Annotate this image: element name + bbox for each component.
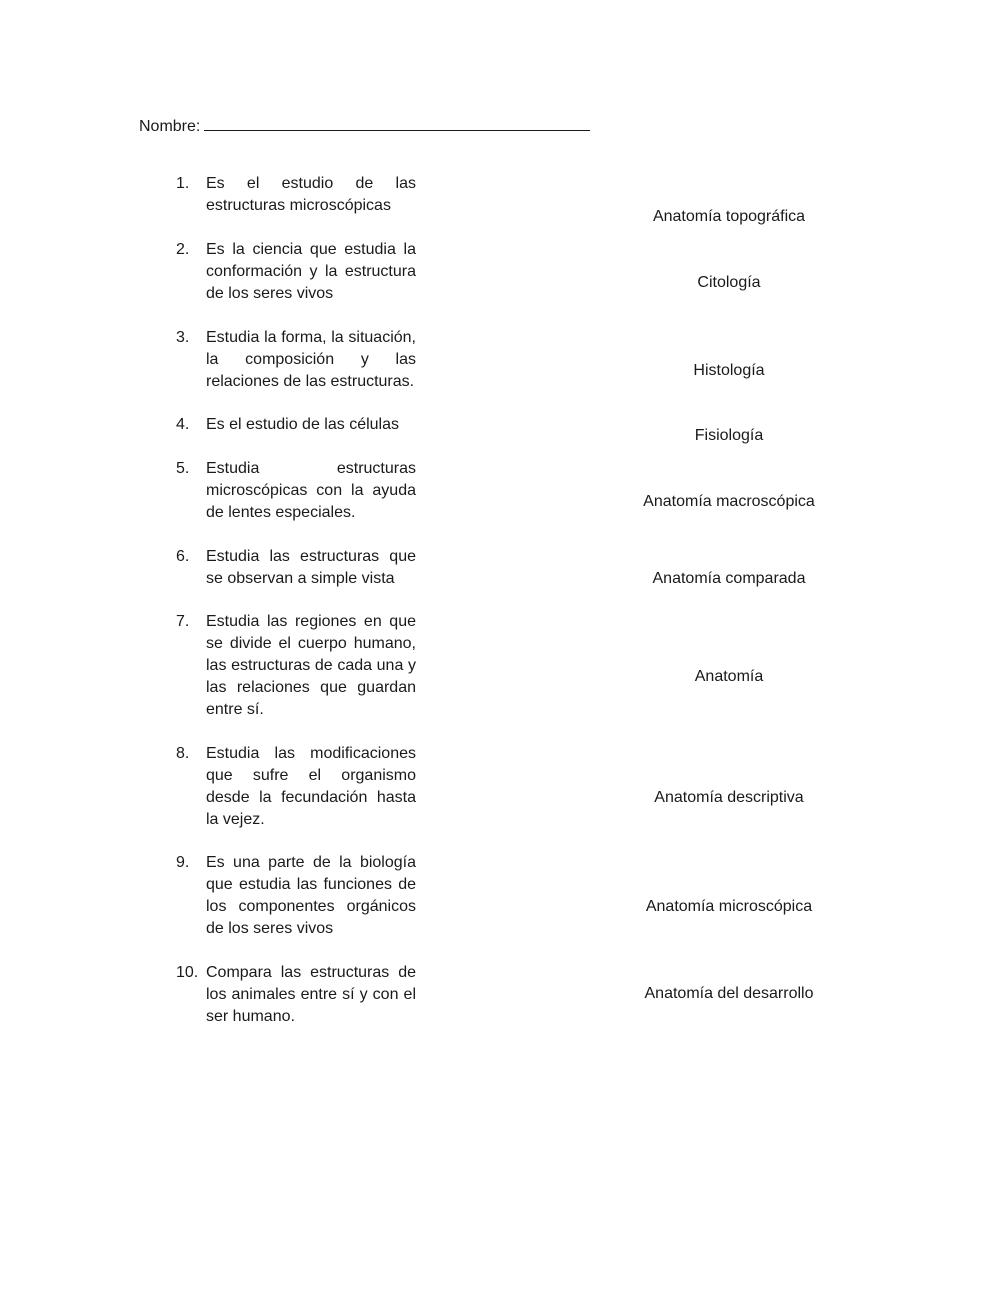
question-text: Estudia estructuras microscópicas con la ayuda de lentes especiales. xyxy=(206,460,416,521)
question-text: Estudia las regiones en que se divide el cuerpo humano, las estructuras de cada una y las relaciones que guardan entre sí. xyxy=(206,613,416,718)
question-text: Estudia las estructuras que se observan a simple vista xyxy=(206,548,416,587)
name-field-row xyxy=(139,116,590,138)
question-item-7 xyxy=(176,611,416,721)
answer-option-2[interactable]: Citología xyxy=(697,274,761,291)
question-text: Es el estudio de las células xyxy=(206,416,399,433)
question-text: Es el estudio de las estructuras microscópicas xyxy=(206,175,416,214)
name-blank-line[interactable] xyxy=(204,116,590,131)
question-item-10 xyxy=(176,962,416,1028)
question-text: Estudia la forma, la situación, la composición y las relaciones de las estructuras. xyxy=(206,329,416,390)
question-number: 8. xyxy=(176,745,190,762)
question-item-9 xyxy=(176,852,416,940)
answer-option-5[interactable]: Anatomía macroscópica xyxy=(643,493,815,510)
question-item-5 xyxy=(176,458,416,524)
question-number: 3. xyxy=(176,329,190,346)
answer-option-8[interactable]: Anatomía descriptiva xyxy=(654,789,804,806)
question-text: Estudia las modificaciones que sufre el organismo desde la fecundación hasta la vejez. xyxy=(206,745,416,828)
question-text: Compara las estructuras de los animales entre sí y con el ser humano. xyxy=(206,964,416,1025)
question-item-4 xyxy=(176,414,416,436)
question-number: 4. xyxy=(176,416,190,433)
question-text: Es una parte de la biología que estudia las funciones de los componentes orgánicos de los seres vivos xyxy=(206,854,416,937)
answer-option-6[interactable]: Anatomía comparada xyxy=(652,570,806,587)
name-label: Nombre: xyxy=(139,118,201,135)
question-number: 7. xyxy=(176,613,190,630)
question-number: 2. xyxy=(176,241,190,258)
answer-option-9[interactable]: Anatomía microscópica xyxy=(645,898,813,915)
question-item-6 xyxy=(176,546,416,590)
question-number: 10. xyxy=(176,964,199,981)
question-text: Es la ciencia que estudia la conformación y la estructura de los seres vivos xyxy=(206,241,416,302)
answer-option-10[interactable]: Anatomía del desarrollo xyxy=(644,985,814,1002)
question-item-1 xyxy=(176,173,416,217)
question-number: 9. xyxy=(176,854,190,871)
question-item-2 xyxy=(176,239,416,305)
question-number: 1. xyxy=(176,175,190,192)
question-item-3 xyxy=(176,327,416,393)
question-item-8 xyxy=(176,743,416,831)
answer-option-1[interactable]: Anatomía topográfica xyxy=(652,208,806,225)
answer-option-7[interactable]: Anatomía xyxy=(694,668,764,685)
answer-option-3[interactable]: Histología xyxy=(693,362,765,379)
answer-option-4[interactable]: Fisiología xyxy=(694,427,764,444)
question-number: 5. xyxy=(176,460,190,477)
question-number: 6. xyxy=(176,548,190,565)
